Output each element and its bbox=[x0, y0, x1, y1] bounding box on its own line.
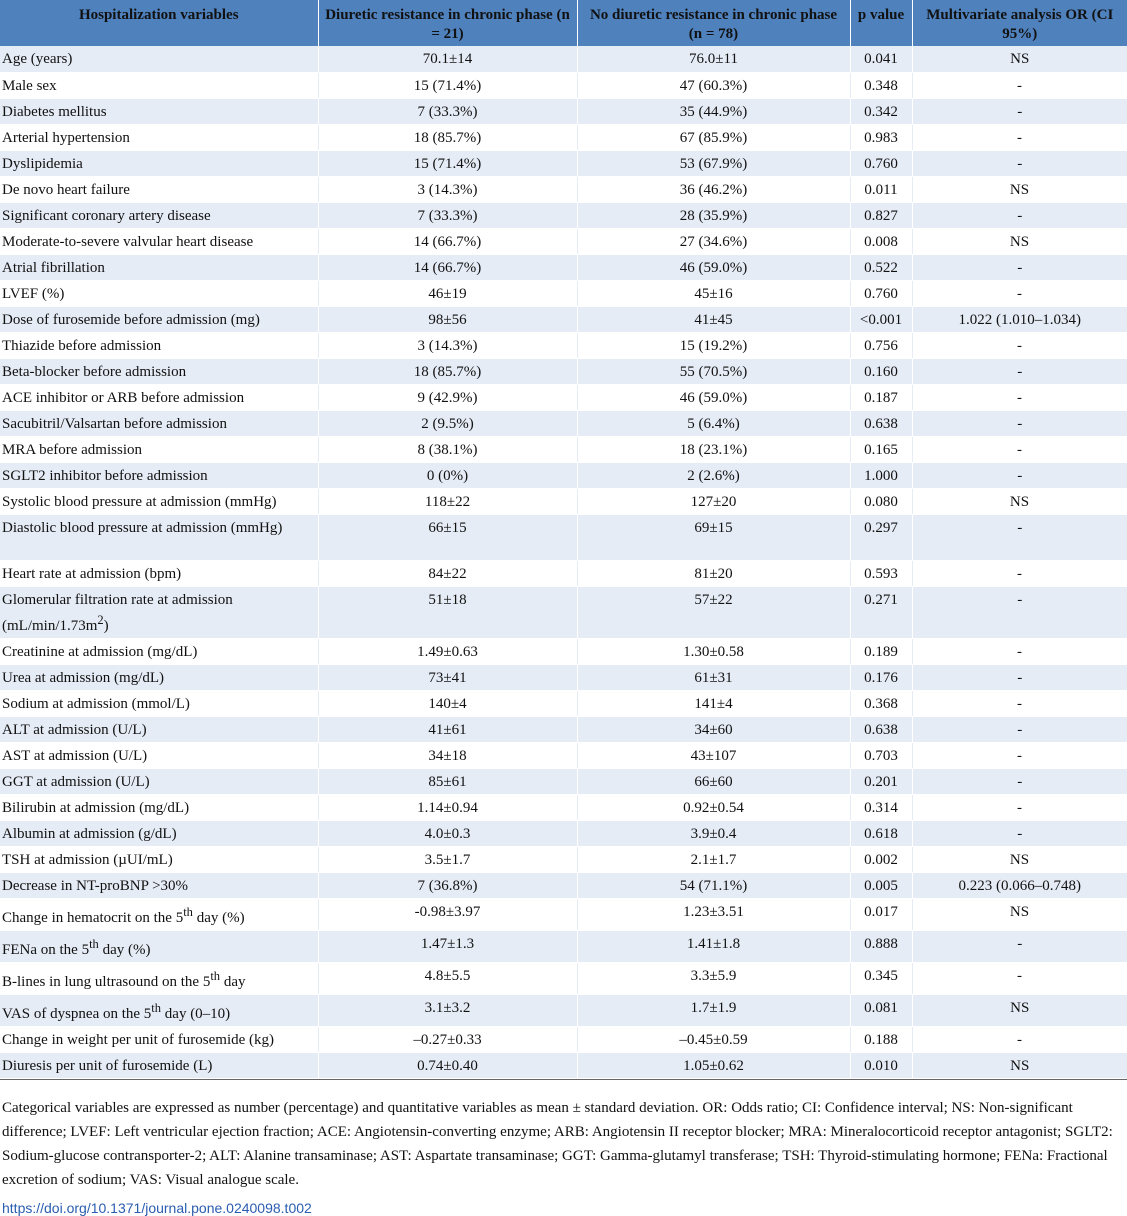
table-cell: 18 (23.1%) bbox=[577, 436, 850, 462]
table-row bbox=[0, 72, 1127, 98]
column-header: No diuretic resistance in chronic phase (n = 78) bbox=[577, 0, 850, 46]
table-cell: 1.022 (1.010–1.034) bbox=[912, 306, 1127, 332]
table-cell: 15 (19.2%) bbox=[577, 332, 850, 358]
table-cell: - bbox=[912, 586, 1127, 638]
row-label: Systolic blood pressure at admission (mmHg) bbox=[0, 488, 318, 514]
table-row bbox=[0, 202, 1127, 228]
table-cell: - bbox=[912, 436, 1127, 462]
table-cell: 76.0±11 bbox=[577, 46, 850, 72]
table-cell: -0.98±3.97 bbox=[318, 898, 577, 930]
table-row bbox=[0, 664, 1127, 690]
table-row bbox=[0, 150, 1127, 176]
table-row bbox=[0, 768, 1127, 794]
table-cell: 7 (33.3%) bbox=[318, 202, 577, 228]
row-label: Age (years) bbox=[0, 46, 318, 72]
table-cell: 98±56 bbox=[318, 306, 577, 332]
table-cell: 7 (36.8%) bbox=[318, 872, 577, 898]
table-cell: - bbox=[912, 560, 1127, 586]
table-cell: 47 (60.3%) bbox=[577, 72, 850, 98]
row-label: Atrial fibrillation bbox=[0, 254, 318, 280]
row-label: FENa on the 5th day (%) bbox=[0, 930, 318, 962]
table-cell: NS bbox=[912, 898, 1127, 930]
row-label: LVEF (%) bbox=[0, 280, 318, 306]
table-cell: 0.223 (0.066–0.748) bbox=[912, 872, 1127, 898]
table-cell: 8 (38.1%) bbox=[318, 436, 577, 462]
row-label: Sodium at admission (mmol/L) bbox=[0, 690, 318, 716]
table-cell: 0.080 bbox=[850, 488, 912, 514]
row-label: GGT at admission (U/L) bbox=[0, 768, 318, 794]
table-cell: 41±61 bbox=[318, 716, 577, 742]
table-cell: 0.188 bbox=[850, 1026, 912, 1052]
table-cell: - bbox=[912, 358, 1127, 384]
table-cell: 0.638 bbox=[850, 716, 912, 742]
table-cell: –0.27±0.33 bbox=[318, 1026, 577, 1052]
table-cell: 1.49±0.63 bbox=[318, 638, 577, 664]
table-row bbox=[0, 1026, 1127, 1052]
table-body bbox=[0, 46, 1127, 1078]
table-cell: 1.7±1.9 bbox=[577, 994, 850, 1026]
row-label: Significant coronary artery disease bbox=[0, 202, 318, 228]
table-cell: 0.189 bbox=[850, 638, 912, 664]
table-cell: - bbox=[912, 98, 1127, 124]
row-label: Diuresis per unit of furosemide (L) bbox=[0, 1052, 318, 1078]
table-row bbox=[0, 124, 1127, 150]
table-cell: 0.187 bbox=[850, 384, 912, 410]
table-cell: - bbox=[912, 690, 1127, 716]
row-label: Albumin at admission (g/dL) bbox=[0, 820, 318, 846]
table-cell: 140±4 bbox=[318, 690, 577, 716]
table-row bbox=[0, 742, 1127, 768]
table-cell: 3.1±3.2 bbox=[318, 994, 577, 1026]
row-label: Diastolic blood pressure at admission (mmHg) bbox=[0, 514, 318, 560]
table-cell: 0.010 bbox=[850, 1052, 912, 1078]
row-label: Heart rate at admission (bpm) bbox=[0, 560, 318, 586]
table-row bbox=[0, 794, 1127, 820]
column-header: Multivariate analysis OR (CI 95%) bbox=[912, 0, 1127, 46]
row-label: Urea at admission (mg/dL) bbox=[0, 664, 318, 690]
table-cell: 14 (66.7%) bbox=[318, 254, 577, 280]
table-cell: 41±45 bbox=[577, 306, 850, 332]
table-cell: 0.368 bbox=[850, 690, 912, 716]
row-label: Diabetes mellitus bbox=[0, 98, 318, 124]
table-footnote: Categorical variables are expressed as number (percentage) and quantitative variables as mean ± standard deviation. OR: Odds ratio; CI: Confidence interval; NS: Non-significant difference; LVEF: Left ventricular ejection fraction; ACE: Angiotensin-converting enzyme; ARB: Angiotensin II receptor blocker; MRA: Mineralocorticoid receptor antagonist; SGLT2: Sodium-glucose contransporter-2; ALT: Alanine transaminase; AST: Aspartate transaminase; GGT: Gamma-glutamyl transferase; TSH: Thyroid-stimulating hormone; FENa: Fractional excretion of sodium; VAS: Visual analogue scale. bbox=[2, 1099, 1113, 1188]
table-cell: 3.9±0.4 bbox=[577, 820, 850, 846]
table-cell: - bbox=[912, 930, 1127, 962]
table-row bbox=[0, 462, 1127, 488]
table-cell: 0.002 bbox=[850, 846, 912, 872]
table-cell: 0.017 bbox=[850, 898, 912, 930]
table-cell: 28 (35.9%) bbox=[577, 202, 850, 228]
table-cell: 1.14±0.94 bbox=[318, 794, 577, 820]
table-cell: - bbox=[912, 664, 1127, 690]
table-cell: - bbox=[912, 820, 1127, 846]
row-label: Dose of furosemide before admission (mg) bbox=[0, 306, 318, 332]
table-cell: –0.45±0.59 bbox=[577, 1026, 850, 1052]
table-cell: 7 (33.3%) bbox=[318, 98, 577, 124]
table-cell: 45±16 bbox=[577, 280, 850, 306]
table-cell: 34±60 bbox=[577, 716, 850, 742]
table-cell: 14 (66.7%) bbox=[318, 228, 577, 254]
table-cell: 0.348 bbox=[850, 72, 912, 98]
row-label: Change in weight per unit of furosemide (kg) bbox=[0, 1026, 318, 1052]
table-cell: 27 (34.6%) bbox=[577, 228, 850, 254]
table-cell: 0.74±0.40 bbox=[318, 1052, 577, 1078]
table-cell: 57±22 bbox=[577, 586, 850, 638]
table-cell: 141±4 bbox=[577, 690, 850, 716]
table-cell: 67 (85.9%) bbox=[577, 124, 850, 150]
table-cell: 0 (0%) bbox=[318, 462, 577, 488]
table-cell: 81±20 bbox=[577, 560, 850, 586]
table-cell: 36 (46.2%) bbox=[577, 176, 850, 202]
table-cell: 66±15 bbox=[318, 514, 577, 560]
table-row bbox=[0, 384, 1127, 410]
table-cell: - bbox=[912, 742, 1127, 768]
table-cell: 1.41±1.8 bbox=[577, 930, 850, 962]
table-row bbox=[0, 690, 1127, 716]
row-label: Sacubitril/Valsartan before admission bbox=[0, 410, 318, 436]
table-cell: 73±41 bbox=[318, 664, 577, 690]
table-cell: 18 (85.7%) bbox=[318, 358, 577, 384]
table-row bbox=[0, 872, 1127, 898]
table-row bbox=[0, 358, 1127, 384]
table-cell: NS bbox=[912, 488, 1127, 514]
row-label: Beta-blocker before admission bbox=[0, 358, 318, 384]
table-cell: 0.005 bbox=[850, 872, 912, 898]
table-cell: - bbox=[912, 716, 1127, 742]
row-label: ACE inhibitor or ARB before admission bbox=[0, 384, 318, 410]
table-cell: 54 (71.1%) bbox=[577, 872, 850, 898]
table-cell: 0.827 bbox=[850, 202, 912, 228]
table-cell: 15 (71.4%) bbox=[318, 72, 577, 98]
row-label: Dyslipidemia bbox=[0, 150, 318, 176]
table-cell: - bbox=[912, 462, 1127, 488]
table-row bbox=[0, 1052, 1127, 1078]
table-cell: - bbox=[912, 962, 1127, 994]
row-label: Moderate-to-severe valvular heart disease bbox=[0, 228, 318, 254]
table-cell: 2 (2.6%) bbox=[577, 462, 850, 488]
table-row bbox=[0, 46, 1127, 72]
table-cell: 0.041 bbox=[850, 46, 912, 72]
table-cell: 1.000 bbox=[850, 462, 912, 488]
table-cell: 51±18 bbox=[318, 586, 577, 638]
table-row bbox=[0, 930, 1127, 962]
table-row bbox=[0, 994, 1127, 1026]
table-cell: 0.297 bbox=[850, 514, 912, 560]
table-header-row bbox=[0, 0, 1127, 46]
table-row bbox=[0, 176, 1127, 202]
table-cell: 118±22 bbox=[318, 488, 577, 514]
table-cell: 0.593 bbox=[850, 560, 912, 586]
table-row bbox=[0, 846, 1127, 872]
table-cell: 85±61 bbox=[318, 768, 577, 794]
table-cell: 66±60 bbox=[577, 768, 850, 794]
table-cell: 0.983 bbox=[850, 124, 912, 150]
table-cell: 0.345 bbox=[850, 962, 912, 994]
row-label: Bilirubin at admission (mg/dL) bbox=[0, 794, 318, 820]
table-cell: 0.888 bbox=[850, 930, 912, 962]
table-cell: 0.314 bbox=[850, 794, 912, 820]
table-cell: 34±18 bbox=[318, 742, 577, 768]
table-cell: 0.008 bbox=[850, 228, 912, 254]
table-cell: 5 (6.4%) bbox=[577, 410, 850, 436]
table-cell: - bbox=[912, 410, 1127, 436]
row-label: AST at admission (U/L) bbox=[0, 742, 318, 768]
table-cell: - bbox=[912, 72, 1127, 98]
row-label: Change in hematocrit on the 5th day (%) bbox=[0, 898, 318, 930]
table-cell: - bbox=[912, 332, 1127, 358]
table-row bbox=[0, 820, 1127, 846]
table-row bbox=[0, 306, 1127, 332]
table-cell: 46±19 bbox=[318, 280, 577, 306]
table-cell: NS bbox=[912, 46, 1127, 72]
table-cell: - bbox=[912, 202, 1127, 228]
table-cell: - bbox=[912, 384, 1127, 410]
table-cell: 61±31 bbox=[577, 664, 850, 690]
table-cell: - bbox=[912, 150, 1127, 176]
row-label: MRA before admission bbox=[0, 436, 318, 462]
table-cell: NS bbox=[912, 1052, 1127, 1078]
table-row bbox=[0, 716, 1127, 742]
table-cell: 3 (14.3%) bbox=[318, 176, 577, 202]
row-label: SGLT2 inhibitor before admission bbox=[0, 462, 318, 488]
table-cell: - bbox=[912, 1026, 1127, 1052]
table-row bbox=[0, 560, 1127, 586]
doi-link[interactable]: https://doi.org/10.1371/journal.pone.0240098.t002 bbox=[2, 1199, 312, 1216]
table-cell: NS bbox=[912, 846, 1127, 872]
row-label: Thiazide before admission bbox=[0, 332, 318, 358]
table-cell: - bbox=[912, 280, 1127, 306]
table-cell: - bbox=[912, 794, 1127, 820]
table-row bbox=[0, 410, 1127, 436]
table-cell: - bbox=[912, 638, 1127, 664]
table-cell: 69±15 bbox=[577, 514, 850, 560]
table-cell: 2.1±1.7 bbox=[577, 846, 850, 872]
table-cell: 3 (14.3%) bbox=[318, 332, 577, 358]
table-cell: 46 (59.0%) bbox=[577, 254, 850, 280]
table-cell: 0.760 bbox=[850, 150, 912, 176]
column-header: Diuretic resistance in chronic phase (n = 21) bbox=[318, 0, 577, 46]
table-cell: 1.05±0.62 bbox=[577, 1052, 850, 1078]
table-cell: 0.165 bbox=[850, 436, 912, 462]
row-label: De novo heart failure bbox=[0, 176, 318, 202]
row-label: Glomerular filtration rate at admission $(mL/\min/1.73m^2)$ bbox=[0, 586, 318, 638]
row-label: TSH at admission (µUI/mL) bbox=[0, 846, 318, 872]
table-cell: 35 (44.9%) bbox=[577, 98, 850, 124]
row-label: ALT at admission (U/L) bbox=[0, 716, 318, 742]
table-cell: 0.638 bbox=[850, 410, 912, 436]
table-cell: 55 (70.5%) bbox=[577, 358, 850, 384]
table-row bbox=[0, 962, 1127, 994]
column-header: Hospitalization variables bbox=[0, 0, 318, 46]
table-cell: 9 (42.9%) bbox=[318, 384, 577, 410]
table-cell: 0.081 bbox=[850, 994, 912, 1026]
table-row bbox=[0, 98, 1127, 124]
table-row bbox=[0, 436, 1127, 462]
row-label: Creatinine at admission (mg/dL) bbox=[0, 638, 318, 664]
table-cell: 0.342 bbox=[850, 98, 912, 124]
row-label: Male sex bbox=[0, 72, 318, 98]
table-cell: 3.5±1.7 bbox=[318, 846, 577, 872]
table-cell: 53 (67.9%) bbox=[577, 150, 850, 176]
table-row bbox=[0, 280, 1127, 306]
table-row bbox=[0, 638, 1127, 664]
table-cell: 0.201 bbox=[850, 768, 912, 794]
table-cell: 2 (9.5%) bbox=[318, 410, 577, 436]
column-header: p value bbox=[850, 0, 912, 46]
table-cell: 1.47±1.3 bbox=[318, 930, 577, 962]
table-cell: 0.703 bbox=[850, 742, 912, 768]
table-cell: 0.618 bbox=[850, 820, 912, 846]
table-cell: <0.001 bbox=[850, 306, 912, 332]
table-cell: 43±107 bbox=[577, 742, 850, 768]
table-cell: 0.92±0.54 bbox=[577, 794, 850, 820]
table-cell: 84±22 bbox=[318, 560, 577, 586]
table-cell: - bbox=[912, 768, 1127, 794]
table-cell: 1.30±0.58 bbox=[577, 638, 850, 664]
table-row bbox=[0, 228, 1127, 254]
table-cell: NS bbox=[912, 176, 1127, 202]
table-row bbox=[0, 332, 1127, 358]
table-cell: 0.176 bbox=[850, 664, 912, 690]
table-row bbox=[0, 898, 1127, 930]
table-cell: 4.0±0.3 bbox=[318, 820, 577, 846]
table-cell: 0.522 bbox=[850, 254, 912, 280]
table-cell: 1.23±3.51 bbox=[577, 898, 850, 930]
row-label: B-lines in lung ultrasound on the 5th day bbox=[0, 962, 318, 994]
table-row bbox=[0, 488, 1127, 514]
table-cell: NS bbox=[912, 228, 1127, 254]
row-label: VAS of dyspnea on the 5th day (0–10) bbox=[0, 994, 318, 1026]
table-cell: 70.1±14 bbox=[318, 46, 577, 72]
table-cell: - bbox=[912, 514, 1127, 560]
row-label: Arterial hypertension bbox=[0, 124, 318, 150]
table-cell: - bbox=[912, 124, 1127, 150]
row-label: Decrease in NT-proBNP >30% bbox=[0, 872, 318, 898]
table-row bbox=[0, 586, 1127, 638]
table-cell: 0.756 bbox=[850, 332, 912, 358]
table-cell: - bbox=[912, 254, 1127, 280]
table-cell: NS bbox=[912, 994, 1127, 1026]
table-cell: 0.760 bbox=[850, 280, 912, 306]
table-cell: 0.271 bbox=[850, 586, 912, 638]
table-cell: 46 (59.0%) bbox=[577, 384, 850, 410]
table-cell: 127±20 bbox=[577, 488, 850, 514]
table-row bbox=[0, 254, 1127, 280]
table-cell: 15 (71.4%) bbox=[318, 150, 577, 176]
table-cell: 18 (85.7%) bbox=[318, 124, 577, 150]
table-cell: 0.160 bbox=[850, 358, 912, 384]
table-cell: 0.011 bbox=[850, 176, 912, 202]
table-cell: 3.3±5.9 bbox=[577, 962, 850, 994]
table-cell: 4.8±5.5 bbox=[318, 962, 577, 994]
table-row bbox=[0, 514, 1127, 560]
